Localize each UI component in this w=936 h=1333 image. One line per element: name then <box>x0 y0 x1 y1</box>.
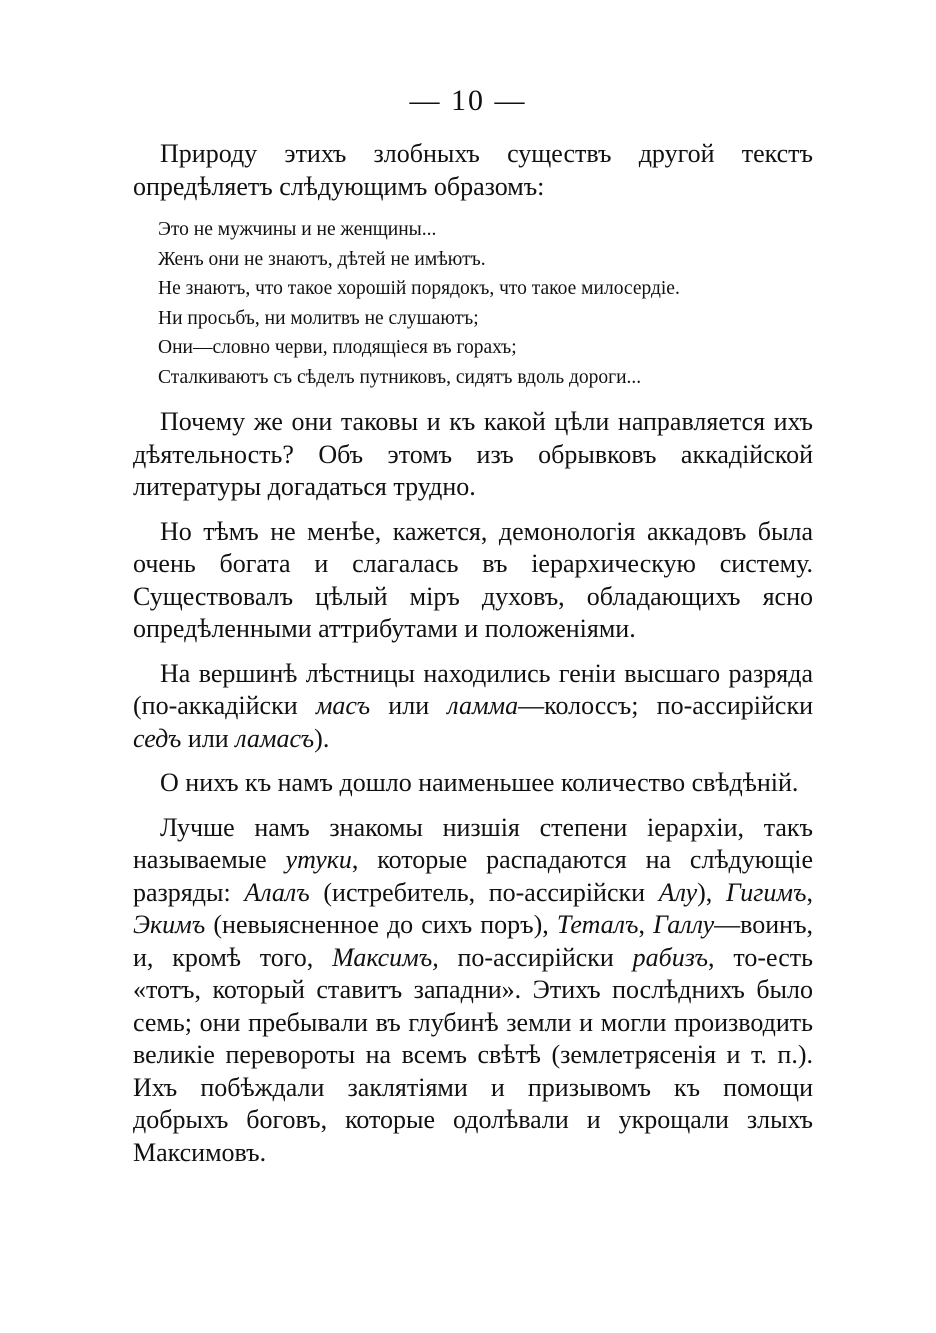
text-run: , то-есть «тотъ, который ставитъ западни». Этихъ послѣднихъ было семь; они пребывали въ глубинѣ земли и могли производить великіе перевороты на всемъ свѣтѣ (землетрясенія и т. п.). Ихъ побѣждали заклятіями и призывомъ къ помощи добрыхъ боговъ, которые одолѣвали и укрощали злыхъ Максимовъ. <box>133 942 813 1167</box>
text-run: (истребитель, по-ассирійски <box>309 877 659 907</box>
italic-term: ламасъ <box>235 723 315 753</box>
text-run: или <box>370 691 448 720</box>
italic-term: Теталъ <box>556 910 639 939</box>
italic-term: Гигимъ <box>725 877 807 907</box>
verse-line: Не знаютъ, что такое хорошій порядокъ, что такое милосердіе. <box>158 278 680 299</box>
paragraph-4: О нихъ къ намъ дошло наименьшее количество свѣдѣній. <box>160 768 799 797</box>
intro-paragraph: Природу этихъ злобныхъ существъ другой текстъ опредѣляетъ слѣдующимъ образомъ: <box>133 139 813 201</box>
text-run: Лучше намъ знакомы низшія степени іерархіи, такъ называемые <box>133 812 813 874</box>
italic-term: масъ <box>315 691 371 720</box>
text-run: На вершинѣ лѣстницы находились геніи высшаго разряда (по-аккадійски <box>133 658 813 720</box>
text-run: (невыясненное до сихъ поръ), <box>205 910 557 939</box>
verse-line: Они—словно черви, плодящіеся въ горахъ; <box>158 337 517 358</box>
italic-term: ламма <box>447 691 519 720</box>
text-run: , <box>806 877 813 907</box>
verse-line: Это не мужчины и не женщины... <box>158 219 437 240</box>
italic-term: рабизъ <box>632 942 709 972</box>
text-run: ). <box>314 723 330 753</box>
text-run: , которые распадаются на слѣдующіе разряды: <box>133 845 813 907</box>
text-run: , <box>638 910 654 939</box>
italic-term: Галлу <box>653 910 715 939</box>
text-run: или <box>181 723 236 753</box>
paragraph-1: Почему же они таковы и къ какой цѣли направляется ихъ дѣятельность? Объ этомъ изъ обрывковъ аккадійской литературы догадаться трудно. <box>133 407 813 501</box>
paragraph-2: Но тѣмъ не менѣе, кажется, демонологія аккадовъ была очень богата и слагалась въ іерархическую систему. Существовалъ цѣлый міръ духовъ, обладающихъ ясно опредѣленными аттрибутами и положеніями. <box>133 516 813 643</box>
italic-term: Алу <box>658 877 698 907</box>
verse-line: Женъ они не знаютъ, дѣтей не имѣютъ. <box>158 248 486 270</box>
text-run: —колоссъ; по-ассирійски <box>518 691 813 720</box>
italic-term: Максимъ, <box>332 942 439 972</box>
text-run: —воинъ, и, кромѣ того, <box>133 910 814 972</box>
page-number: — 10 — <box>409 84 527 117</box>
paragraph-5 <box>133 812 813 1170</box>
text-run: по-ассирійски <box>438 942 633 972</box>
verse-line: Сталкиваютъ съ сѣделъ путниковъ, сидятъ вдоль дороги... <box>158 366 642 388</box>
italic-term: Алалъ <box>244 877 310 907</box>
paragraph-3 <box>133 658 813 756</box>
quoted-verse <box>158 215 813 392</box>
page-body <box>133 138 813 1169</box>
italic-term: седъ <box>133 723 182 753</box>
italic-term: Экимъ <box>133 910 206 939</box>
italic-term: утуки <box>285 845 352 874</box>
verse-line: Ни просьбъ, ни молитвъ не слушаютъ; <box>158 307 479 329</box>
text-run: ), <box>697 877 726 907</box>
